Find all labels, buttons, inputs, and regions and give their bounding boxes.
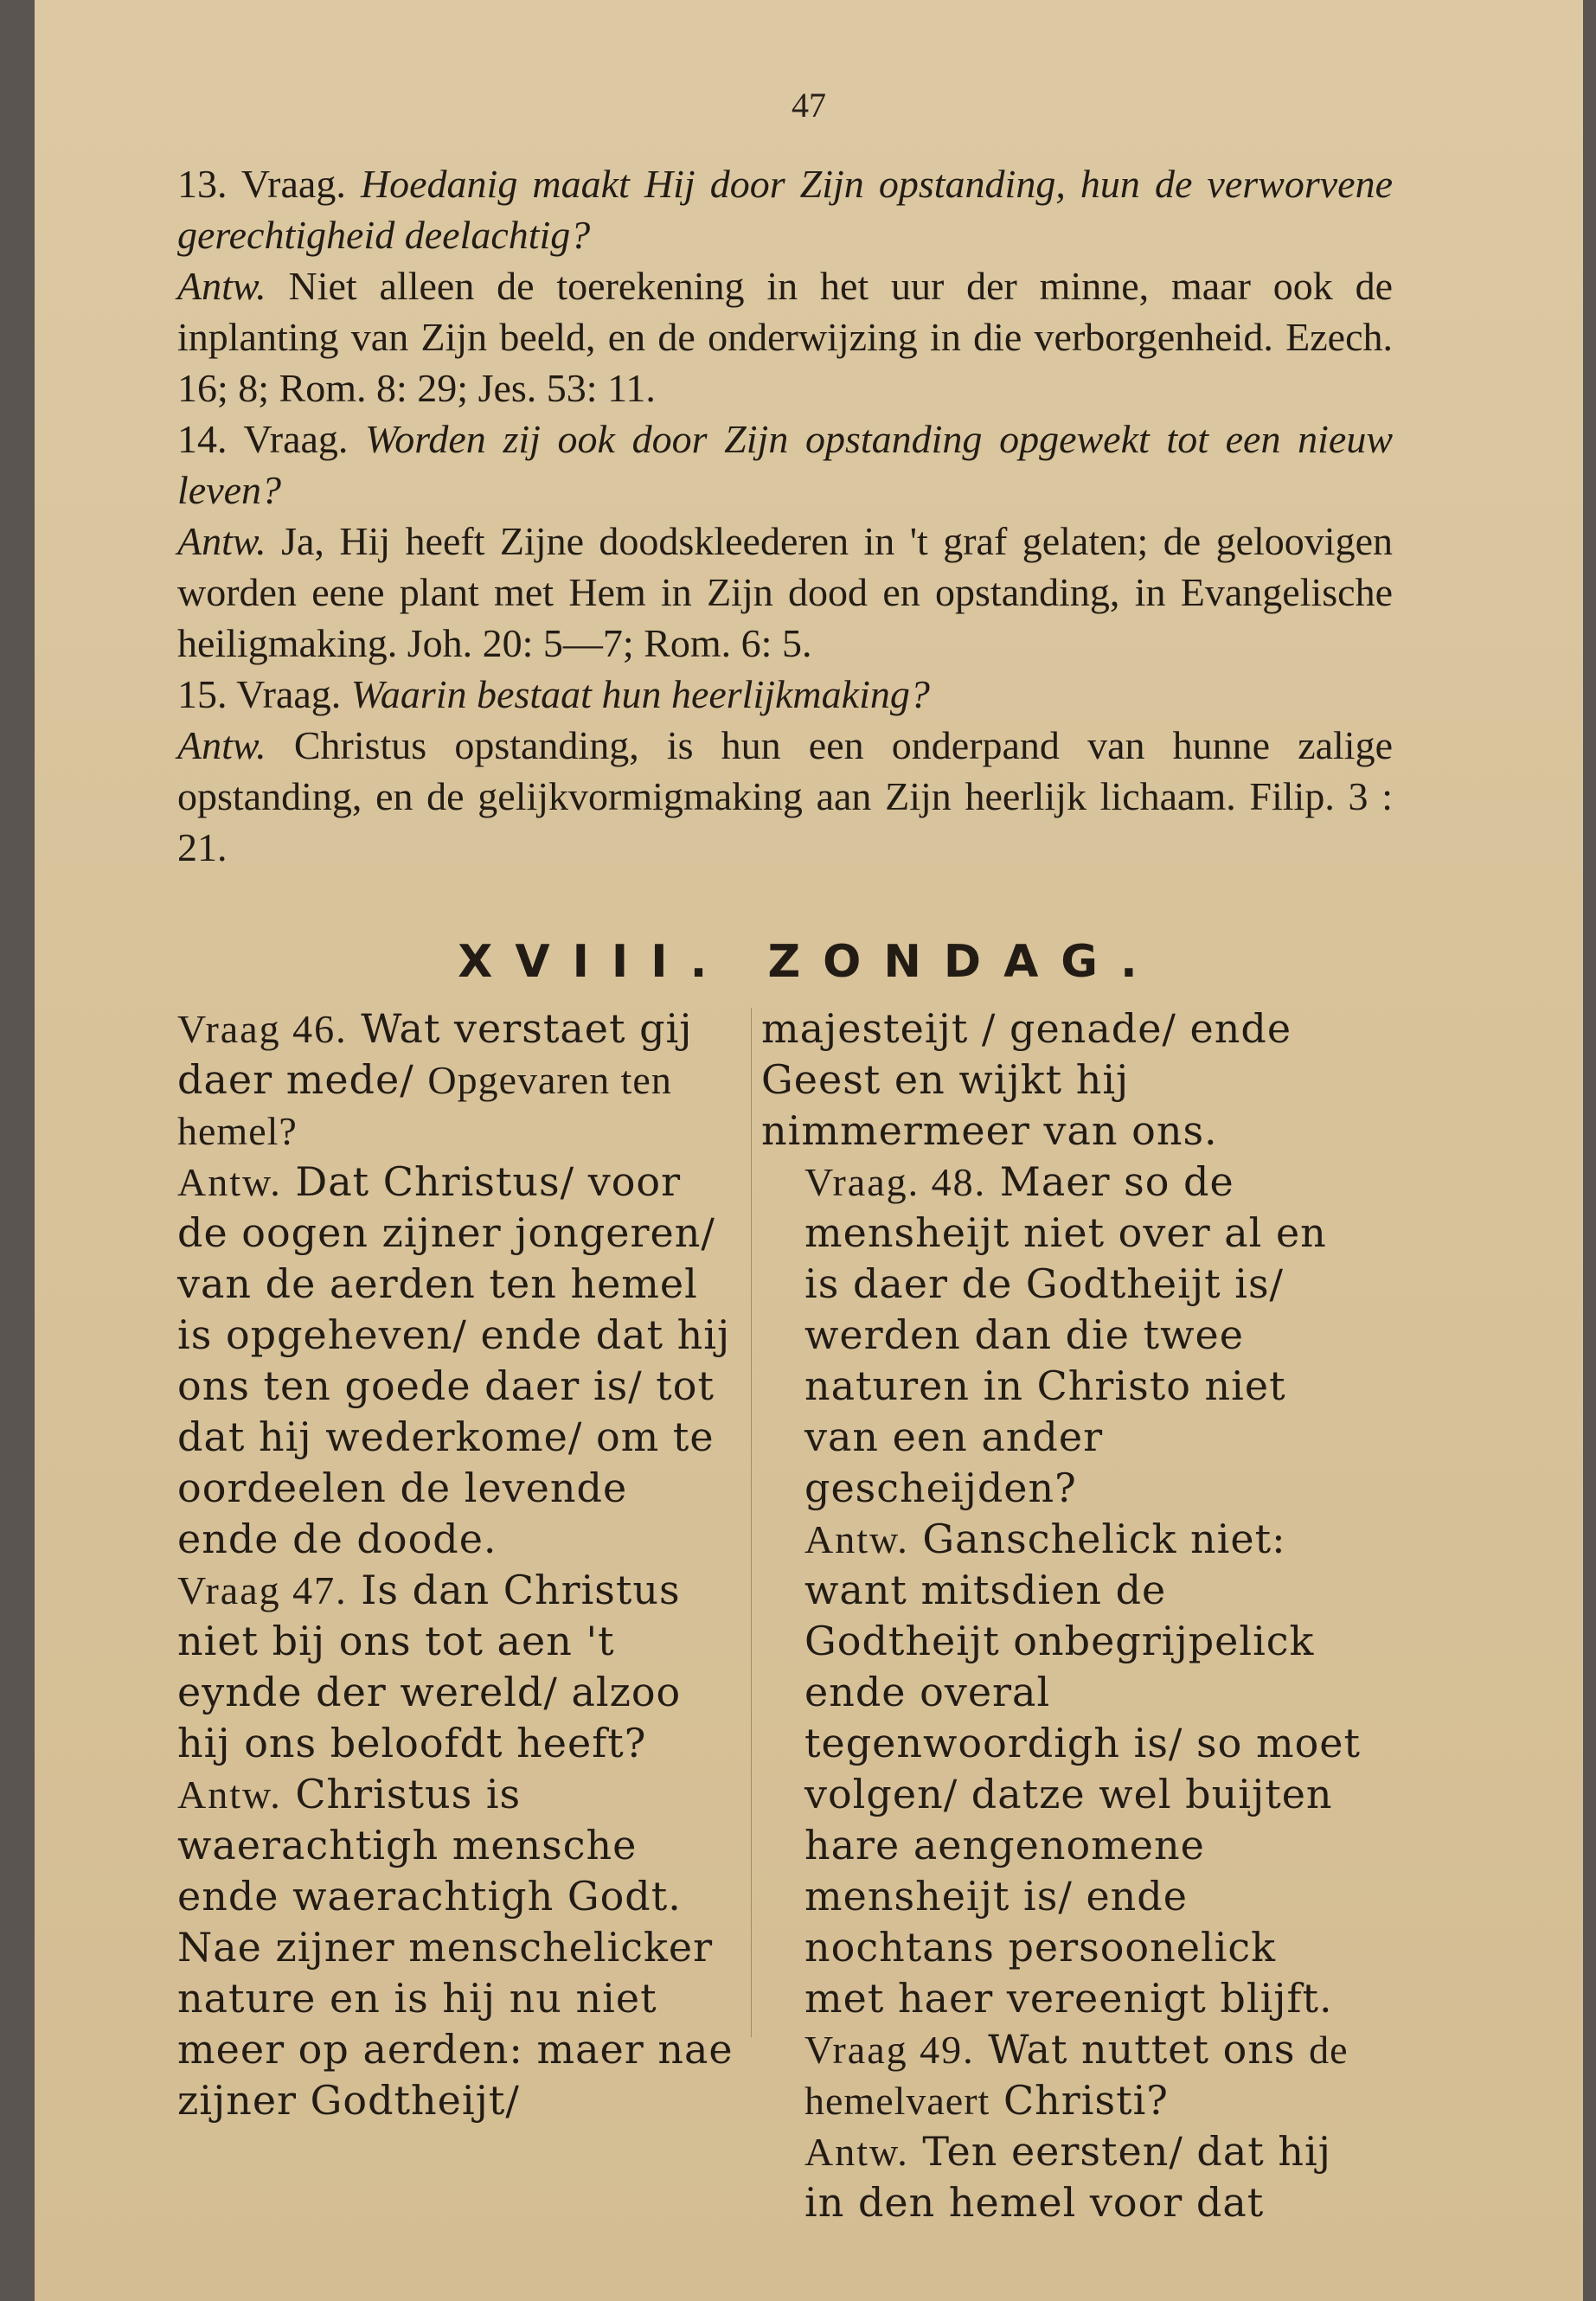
antw-48-label: Antw. [804, 1517, 909, 1561]
vraag-49-plain: de hemelvaert [804, 2028, 1349, 2123]
answer-14-text: Ja, Hij heeft Zijne doodskleederen in 't graf gelaten; de geloovigen worden eene plant met Hem in Zijn dood en opstanding, in Evangelische heiligmaking. Joh. 20: 5—7; Rom. 6: 5. [177, 519, 1393, 665]
antw-47 [134, 1769, 740, 2126]
answer-14-label: Antw. [177, 519, 266, 563]
vraag-47-text: Is dan Christus niet bij ons tot aen 't eynde der wereld/ alzoo hij ons beloofdt heeft? [177, 1567, 682, 1766]
antw-47-label: Antw. [177, 1772, 282, 1817]
question-14-label: 14. Vraag. [177, 417, 349, 461]
vraag-46-text: Wat verstaet gij daer mede/ [177, 1005, 693, 1103]
antw-46-label: Antw. [177, 1160, 282, 1204]
right-column [761, 1003, 1367, 2228]
antw-46 [134, 1157, 740, 1565]
questions-section [134, 158, 1393, 873]
vraag-49-tail: Christi? [1003, 2077, 1169, 2124]
page-number: 47 [792, 86, 826, 125]
antw-49-text: Ten eersten/ dat hij in den hemel voor dat [804, 2128, 1332, 2226]
vraag-49-label: Vraag 49. [804, 2028, 975, 2072]
antw-47-text: Christus is waerachtigh mensche ende waerachtigh Godt. Nae zijner menschelicker nature en is hij nu niet meer op aerden: maer nae zijner Godtheijt/ [177, 1771, 734, 2124]
vraag-46 [134, 1003, 740, 1157]
vraag-49-text: Wat nuttet ons [988, 2026, 1296, 2073]
question-15 [134, 669, 1393, 720]
vraag-48-text: Maer so de mensheijt niet over al en is daer de Godtheijt is/ werden dan die twee naturen in Christo niet van een ander gescheijden? [804, 1158, 1327, 1511]
antw-49-label: Antw. [804, 2130, 909, 2174]
vraag-48 [761, 1157, 1367, 1514]
answer-13-text: Niet alleen de toerekening in het uur der minne, maar ook de inplanting van Zijn beeld, en de onderwijzing in die verborgenheid. Ezech. 16; 8; Rom. 8: 29; Jes. 53: 11. [177, 264, 1393, 410]
vraag-47 [134, 1565, 740, 1769]
column-divider [751, 1008, 752, 2037]
vraag-48-label: Vraag. 48. [804, 1160, 987, 1204]
section-heading: XVIII. ZONDAG. [458, 936, 1160, 988]
answer-15 [134, 720, 1393, 873]
book-page [35, 0, 1583, 2301]
answer-13-label: Antw. [177, 264, 266, 308]
vraag-49 [761, 2024, 1367, 2126]
vraag-47-label: Vraag 47. [177, 1568, 348, 1612]
answer-15-text: Christus opstanding, is hun een onderpand van hunne zalige opstanding, en de gelijkvormigmaking aan Zijn heerlijk lichaam. Filip. 3 : 21. [177, 723, 1394, 869]
answer-14 [134, 516, 1393, 669]
antw-48 [761, 1514, 1367, 2024]
question-13 [134, 158, 1393, 260]
left-column [134, 1003, 740, 2126]
question-15-text: Waarin bestaat hun heerlijkmaking? [350, 672, 930, 716]
question-14-text: Worden zij ook door Zijn opstanding opgewekt tot een nieuw leven? [177, 417, 1394, 512]
vraag-46-plain: Opgevaren ten hemel? [177, 1058, 672, 1153]
vraag-46-label: Vraag 46. [177, 1007, 348, 1051]
question-15-label: 15. Vraag. [177, 672, 342, 716]
answer-15-label: Antw. [177, 723, 266, 767]
antw-49 [761, 2126, 1367, 2228]
answer-13 [134, 260, 1393, 413]
antw-46-text: Dat Christus/ voor de oogen zijner jongeren/ van de aerden ten hemel is opgeheven/ ende dat hij ons ten goede daer is/ tot dat hij wederkome/ om te oordeelen de levende ende de doode. [177, 1158, 731, 1562]
antw-48-text: Ganschelick niet: want mitsdien de Godtheijt onbegrijpelick ende overal tegenwoordigh is/ so moet volgen/ datze wel buijten hare aengenomene mensheijt is/ ende nochtans persoonelick met haer vereenigt blijft. [804, 1516, 1361, 2022]
question-14 [134, 413, 1393, 516]
question-13-text: Hoedanig maakt Hij door Zijn opstanding, hun de verworvene gerechtigheid deelachtig? [177, 162, 1394, 257]
antw-47-continued: majesteijt / genade/ ende Geest en wijkt hij nimmermeer van ons. [761, 1005, 1292, 1154]
question-13-label: 13. Vraag. [177, 162, 346, 206]
